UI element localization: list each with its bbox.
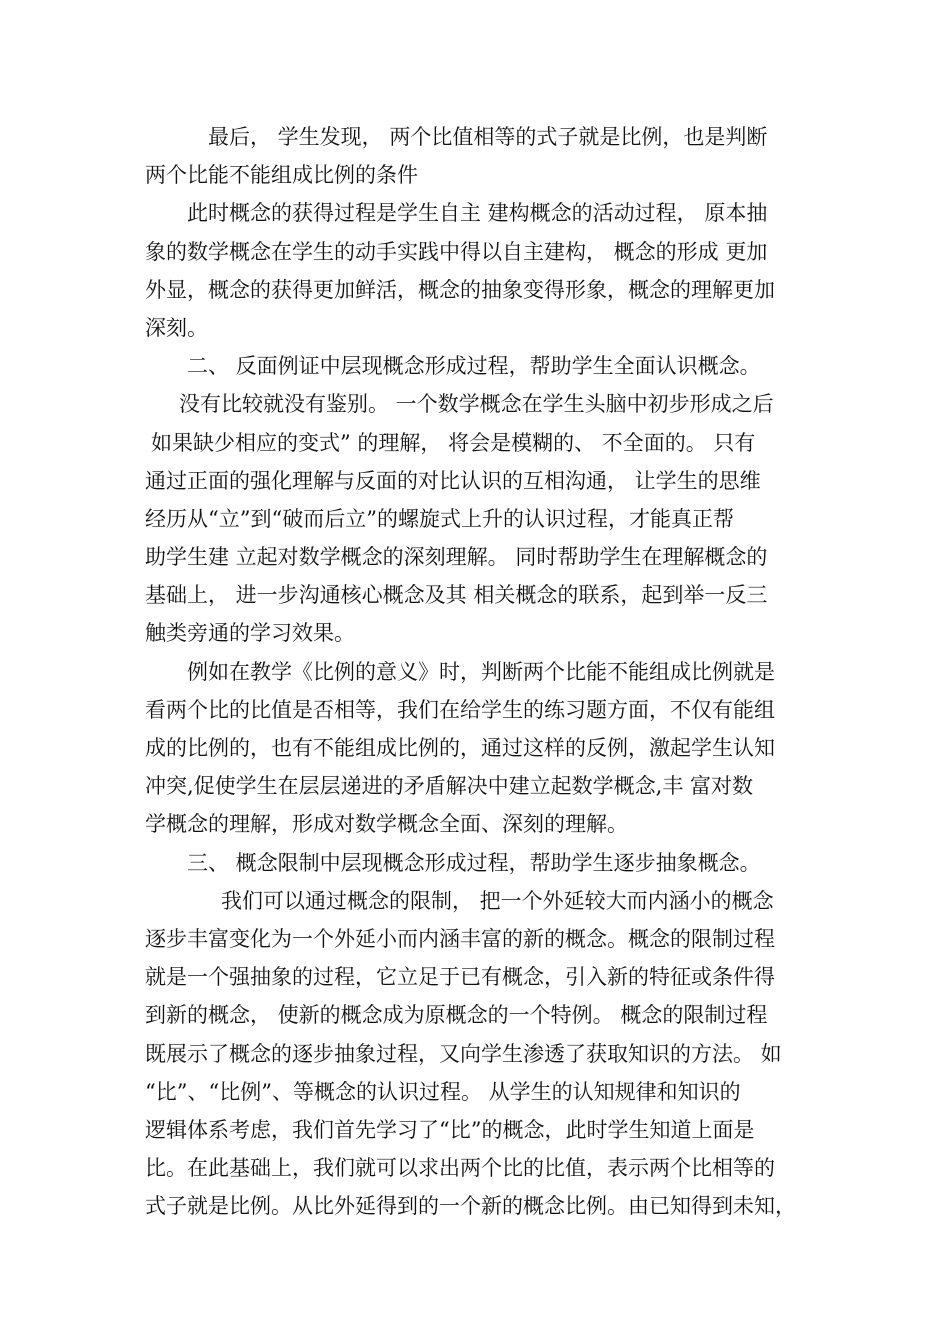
text-line: 经历从“立”到“破而后立”的螺旋式上升的认识过程，才能真正帮 — [145, 506, 734, 531]
body-text — [145, 118, 810, 1225]
text-line: 外显，概念的获得更加鲜活，概念的抽象变得形象，概念的理解更加 — [145, 277, 775, 302]
text-line: 到新的概念， 使新的概念成为原概念的一个特例。 概念的限制过程 — [145, 1003, 768, 1028]
text-line: 最后， 学生发现， 两个比值相等的式子就是比例，也是判断 — [208, 125, 768, 149]
text-line: 逻辑体系考虑，我们首先学习了“比”的概念，此时学生知道上面是 — [145, 1117, 755, 1142]
text-line: 比。在此基础上，我们就可以求出两个比的比值，表示两个比相等的 — [145, 1156, 775, 1181]
section-heading-3: 三、 概念限制中层现概念形成过程，帮助学生逐步抽象概念。 — [187, 850, 761, 875]
text-line: 通过正面的强化理解与反面的对比认识的互相沟通， 让学生的思维 — [145, 468, 761, 493]
text-line: 逐步丰富变化为一个外延小而内涵丰富的新的概念。概念的限制过程 — [145, 926, 775, 951]
text-line: 此时概念的获得过程是学生自主 建构概念的活动过程， 原本抽 — [187, 201, 768, 226]
text-line: 我们可以通过概念的限制， 把一个外延较大而内涵小的概念 — [221, 888, 774, 913]
text-line: 深刻。 — [145, 315, 208, 340]
text-line: 冲突,促使学生在层层递进的矛盾解决中建立起数学概念,丰 富对数 — [145, 774, 754, 799]
text-line: 既展示了概念的逐步抽象过程，又向学生渗透了获取知识的方法。 如 — [145, 1041, 782, 1066]
text-line: 象的数学概念在学生的动手实践中得以自主建构， 概念的形成 更加 — [145, 239, 768, 264]
text-line: 触类旁通的学习效果。 — [145, 621, 355, 646]
text-line: 式子就是比例。从比外延得到的一个新的概念比例。由已知得到未知， — [145, 1194, 796, 1219]
text-line: “比”、“比例”、等概念的认识过程。 从学生的认知规律和知识的 — [145, 1079, 741, 1104]
text-line: 例如在教学《比例的意义》时，判断两个比能不能组成比例就是 — [187, 659, 775, 684]
text-line: 基础上， 进一步沟通核心概念及其 相关概念的联系，起到举一反三 — [145, 583, 768, 608]
text-line: 如果缺少相应的变式” 的理解， 将会是模糊的、 不全面的。 只有 — [151, 430, 756, 455]
text-line: 看两个比的比值是否相等，我们在给学生的练习题方面，不仅有能组 — [145, 697, 775, 722]
text-line: 两个比能不能组成比例的条件 — [145, 163, 418, 188]
text-line: 没有比较就没有鉴别。 一个数学概念在学生头脑中初步形成之后 — [179, 392, 774, 417]
text-line: 成的比例的，也有不能组成比例的，通过这样的反例，激起学生认知 — [145, 736, 775, 760]
section-heading-2: 二、 反面例证中层现概念形成过程，帮助学生全面认识概念。 — [187, 354, 761, 379]
text-line: 学概念的理解，形成对数学概念全面、深刻的理解。 — [145, 812, 628, 837]
text-line: 就是一个强抽象的过程，它立足于已有概念，引入新的特征或条件得 — [145, 965, 775, 990]
text-line: 助学生建 立起对数学概念的深刻理解。 同时帮助学生在理解概念的 — [145, 545, 768, 570]
